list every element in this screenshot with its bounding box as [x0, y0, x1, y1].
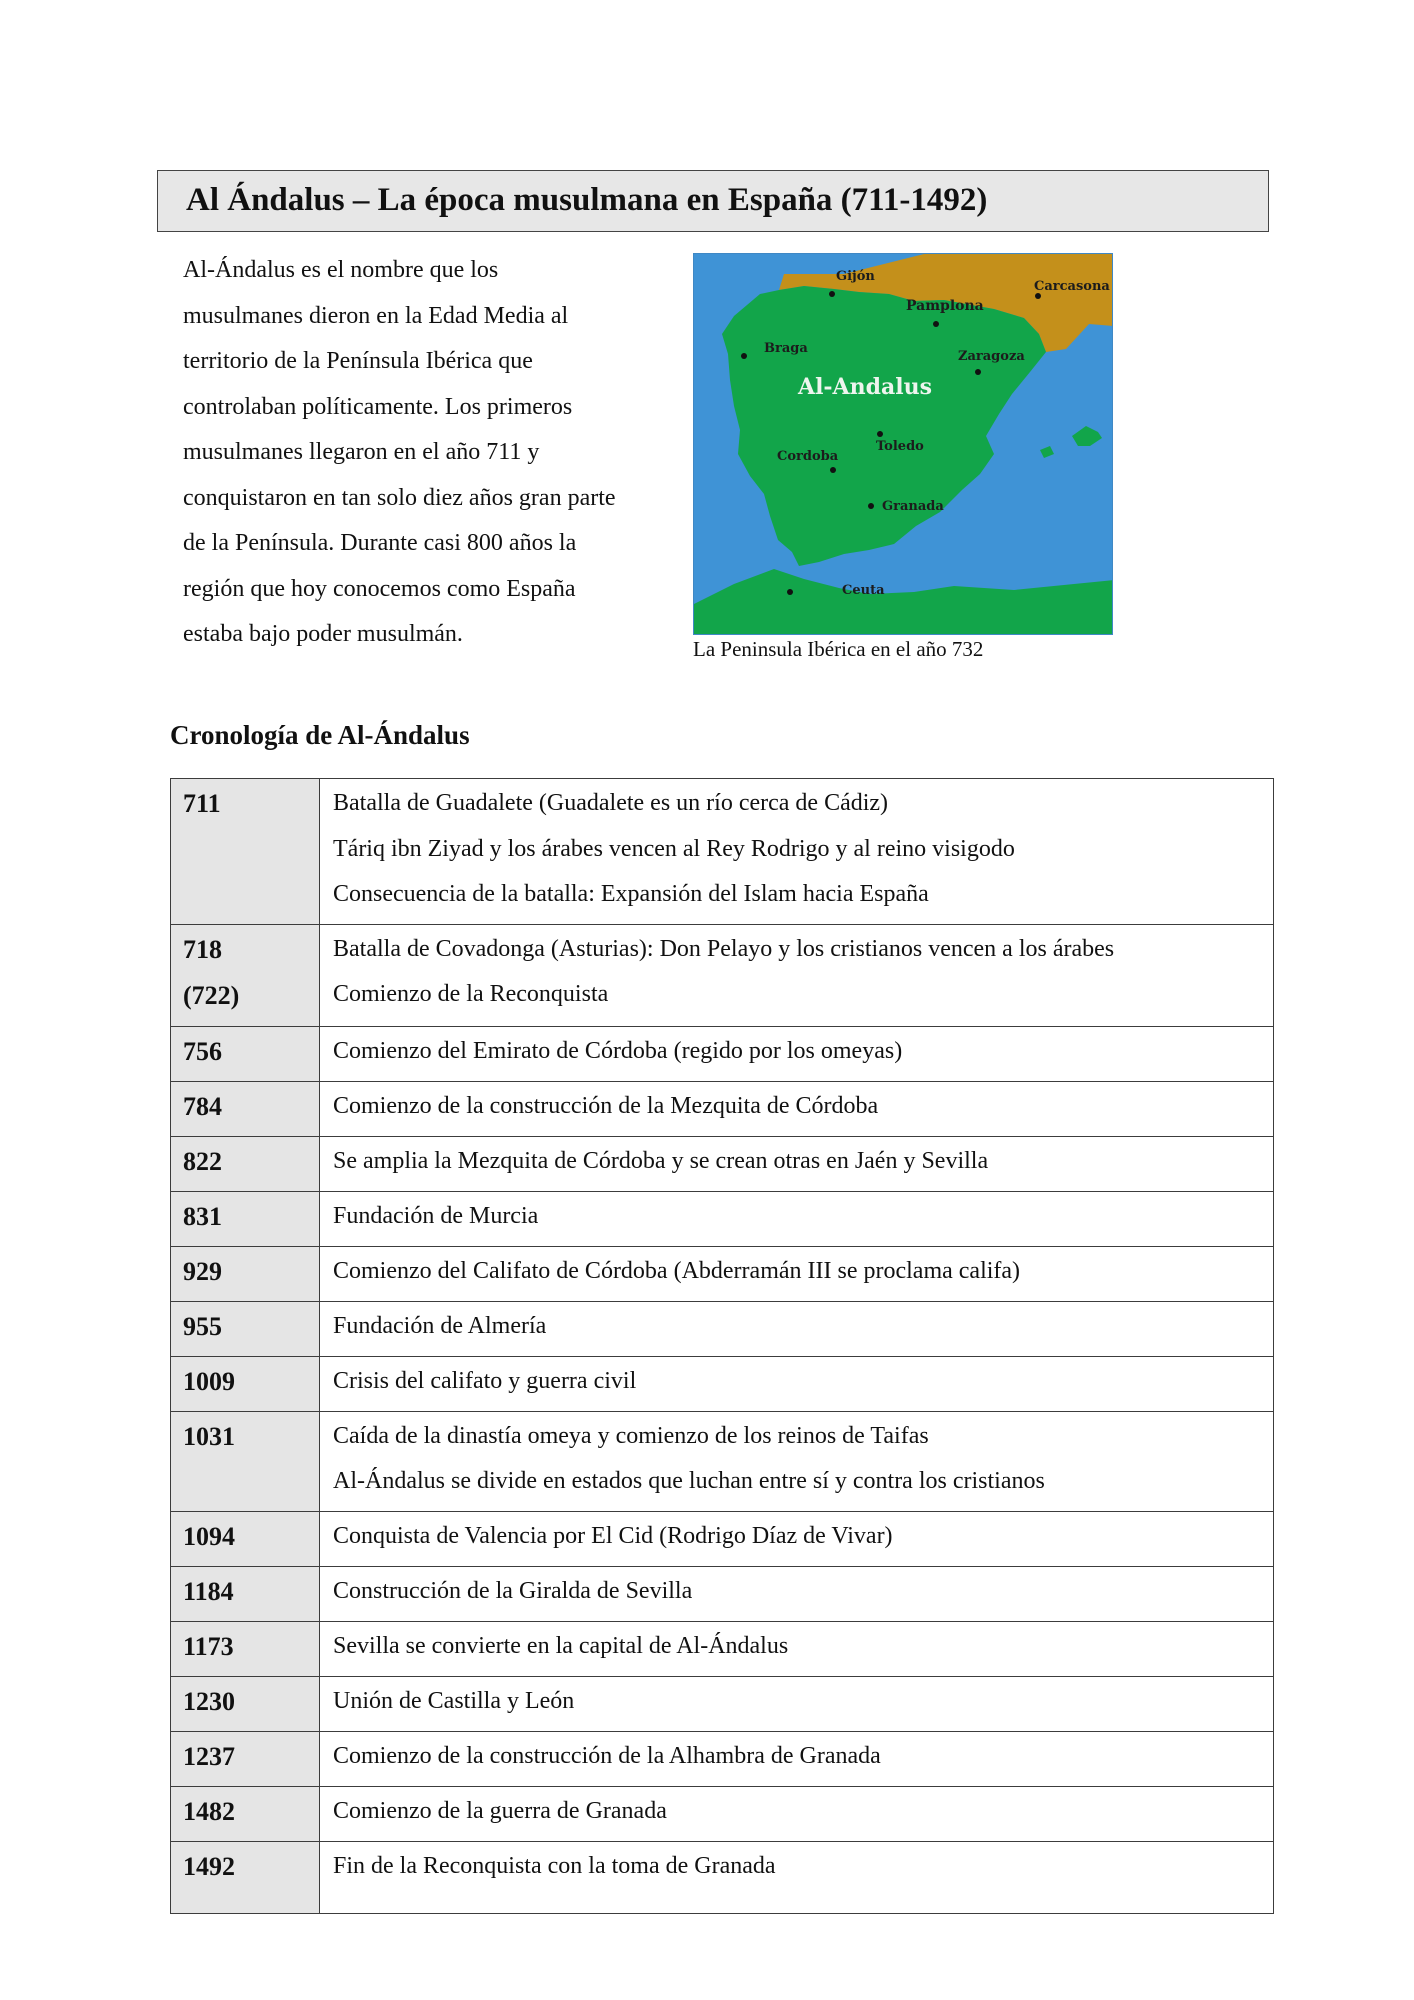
city-dot: [829, 291, 835, 297]
year-cell: [171, 1511, 320, 1566]
intro-line: de la Península. Durante casi 800 años la: [183, 530, 577, 556]
table-row: [171, 1081, 1274, 1136]
year-text: 1009: [183, 1366, 235, 1396]
year-cell: [171, 1786, 320, 1841]
table-row: [171, 1676, 1274, 1731]
year-cell: [171, 779, 320, 925]
table-row: [171, 1356, 1274, 1411]
intro-paragraph: [183, 248, 673, 658]
city-dot: [975, 369, 981, 375]
event-text: Al-Ándalus se divide en estados que luchan entre sí y contra los cristianos: [333, 1468, 1045, 1494]
year-cell: [171, 1411, 320, 1511]
year-cell: [171, 1566, 320, 1621]
event-cell: [320, 1301, 1274, 1356]
city-zaragoza: Zaragoza: [958, 349, 1025, 364]
year-text: 955: [183, 1311, 222, 1341]
year-cell: [171, 1621, 320, 1676]
chronology-table: [170, 778, 1274, 1914]
table-row: [171, 1511, 1274, 1566]
table-row: [171, 1136, 1274, 1191]
event-text: Caída de la dinastía omeya y comienzo de los reinos de Taifas: [333, 1422, 929, 1449]
event-cell: [320, 1676, 1274, 1731]
city-carcasona: Carcasona: [1034, 279, 1110, 294]
table-row: [171, 1566, 1274, 1621]
event-cell: [320, 1841, 1274, 1913]
table-row: [171, 924, 1274, 1026]
year-text: 1492: [183, 1851, 235, 1881]
event-text: Crisis del califato y guerra civil: [333, 1367, 637, 1394]
year-text: 756: [183, 1036, 222, 1066]
intro-line: Al-Ándalus es el nombre que los: [183, 257, 499, 283]
event-cell: [320, 1621, 1274, 1676]
intro-line: estaba bajo poder musulmán.: [183, 621, 463, 647]
event-text: Sevilla se convierte en la capital de Al-Ándalus: [333, 1632, 789, 1659]
year-cell: [171, 1356, 320, 1411]
table-row: [171, 1246, 1274, 1301]
city-dot: [868, 503, 874, 509]
city-granada: Granada: [882, 499, 944, 514]
event-text: Comienzo del Emirato de Córdoba (regido por los omeyas): [333, 1037, 903, 1064]
event-text: Comienzo de la construcción de la Mezquita de Córdoba: [333, 1092, 879, 1119]
intro-line: musulmanes llegaron en el año 711 y: [183, 439, 540, 465]
year-text: 929: [183, 1256, 222, 1286]
city-ceuta: Ceuta: [842, 583, 885, 598]
event-text: Comienzo de la guerra de Granada: [333, 1797, 667, 1824]
event-cell: [320, 1566, 1274, 1621]
event-cell: [320, 1246, 1274, 1301]
year-text: 1094: [183, 1521, 235, 1551]
year-text: 822: [183, 1146, 222, 1176]
year-text: 831: [183, 1201, 222, 1231]
year-cell: [171, 1731, 320, 1786]
table-row: [171, 779, 1274, 925]
table-row: [171, 1786, 1274, 1841]
city-dot: [877, 431, 883, 437]
section-title: Cronología de Al-Ándalus: [170, 720, 470, 750]
event-text: Unión de Castilla y León: [333, 1687, 575, 1714]
table-row: [171, 1026, 1274, 1081]
event-cell: [320, 1356, 1274, 1411]
table-row: [171, 1411, 1274, 1511]
event-text: Fundación de Murcia: [333, 1202, 539, 1229]
year-cell: [171, 1191, 320, 1246]
year-cell: [171, 924, 320, 1026]
iberia-map: [693, 253, 1113, 635]
year-text: 711: [183, 789, 221, 818]
event-cell: [320, 1136, 1274, 1191]
year-cell: [171, 1841, 320, 1913]
year-text: 1230: [183, 1686, 235, 1716]
city-cordoba: Cordoba: [777, 449, 839, 464]
event-text: Batalla de Guadalete (Guadalete es un río cerca de Cádiz): [333, 790, 889, 816]
city-braga: Braga: [764, 341, 808, 356]
table-row: [171, 1301, 1274, 1356]
year-cell: [171, 1246, 320, 1301]
year-text: 718: [183, 934, 222, 964]
intro-line: conquistaron en tan solo diez años gran parte: [183, 484, 616, 511]
year-text: 1031: [183, 1421, 235, 1451]
event-text: Batalla de Covadonga (Asturias): Don Pelayo y los cristianos vencen a los árabes: [333, 935, 1115, 962]
event-cell: [320, 1026, 1274, 1081]
event-cell: [320, 1191, 1274, 1246]
year-cell: [171, 1301, 320, 1356]
year-text: (722): [183, 980, 240, 1010]
event-cell: [320, 1511, 1274, 1566]
city-pamplona: Pamplona: [906, 298, 984, 314]
event-cell: [320, 1786, 1274, 1841]
event-text: Consecuencia de la batalla: Expansión del Islam hacia España: [333, 881, 929, 907]
year-cell: [171, 1136, 320, 1191]
event-cell: [320, 1081, 1274, 1136]
year-cell: [171, 1081, 320, 1136]
event-cell: [320, 779, 1274, 925]
map-region-label: Al-Andalus: [798, 374, 932, 400]
title-box: [157, 170, 1269, 232]
event-cell: [320, 1411, 1274, 1511]
page-title: Al Ándalus – La época musulmana en España (711-1492): [186, 182, 988, 218]
event-text: Construcción de la Giralda de Sevilla: [333, 1577, 693, 1604]
year-cell: [171, 1026, 320, 1081]
event-text: Comienzo del Califato de Córdoba (Abderramán III se proclama califa): [333, 1257, 1021, 1284]
event-text: Fin de la Reconquista con la toma de Granada: [333, 1852, 776, 1879]
map-caption: La Peninsula Ibérica en el año 732: [693, 637, 984, 661]
event-text: Conquista de Valencia por El Cid (Rodrigo Díaz de Vivar): [333, 1522, 893, 1549]
year-cell: [171, 1676, 320, 1731]
city-dot: [741, 353, 747, 359]
chronology-body: [171, 779, 1274, 1914]
event-text: Comienzo de la construcción de la Alhambra de Granada: [333, 1742, 881, 1769]
intro-line: controlaban políticamente. Los primeros: [183, 393, 573, 420]
year-text: 1184: [183, 1576, 234, 1606]
iberia-map-svg: [694, 254, 1113, 635]
city-dot: [933, 321, 939, 327]
intro-line: musulmanes dieron en la Edad Media al: [183, 302, 569, 329]
year-text: 1482: [183, 1796, 235, 1826]
city-dot: [830, 467, 836, 473]
event-text: Táriq ibn Ziyad y los árabes vencen al Rey Rodrigo y al reino visigodo: [333, 835, 1015, 862]
event-text: Fundación de Almería: [333, 1312, 547, 1339]
year-text: 784: [183, 1091, 222, 1121]
table-row: [171, 1841, 1274, 1913]
city-gijon: Gijón: [836, 269, 875, 284]
intro-line: región que hoy conocemos como España: [183, 575, 576, 602]
event-text: Comienzo de la Reconquista: [333, 981, 609, 1007]
intro-line: territorio de la Península Ibérica que: [183, 348, 533, 374]
event-cell: [320, 924, 1274, 1026]
event-cell: [320, 1731, 1274, 1786]
city-dot: [787, 589, 793, 595]
event-text: Se amplia la Mezquita de Córdoba y se crean otras en Jaén y Sevilla: [333, 1147, 989, 1174]
table-row: [171, 1191, 1274, 1246]
table-row: [171, 1621, 1274, 1676]
table-row: [171, 1731, 1274, 1786]
year-text: 1237: [183, 1741, 235, 1771]
city-toledo: Toledo: [876, 439, 924, 454]
year-text: 1173: [183, 1631, 234, 1661]
